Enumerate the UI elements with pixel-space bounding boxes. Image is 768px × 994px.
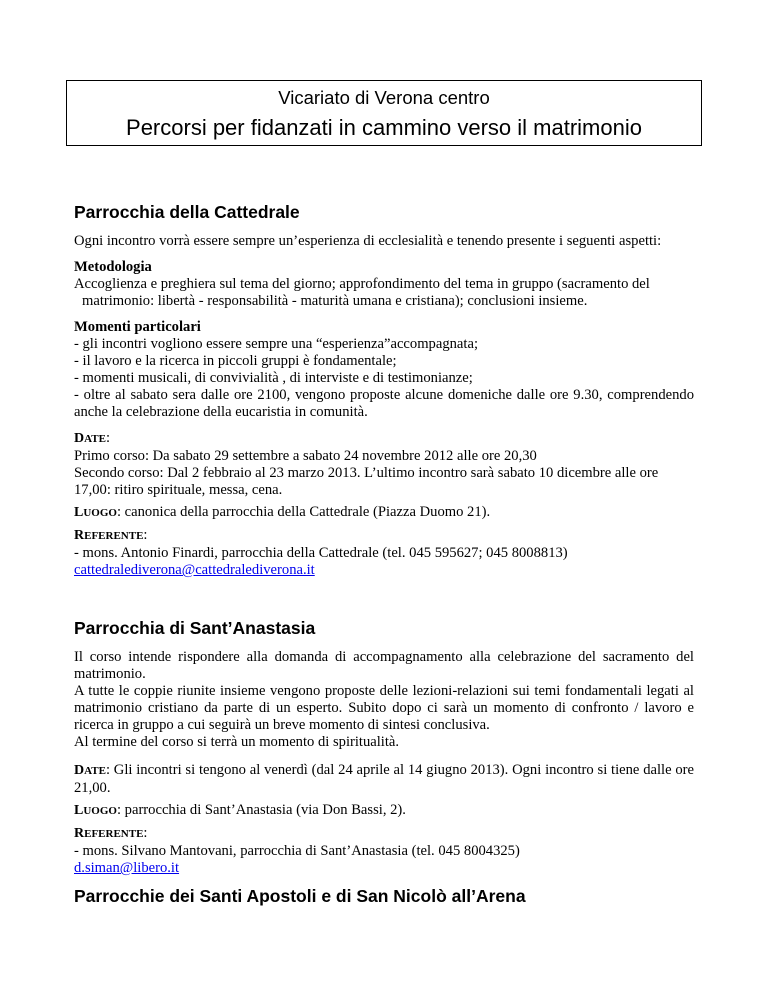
page-title-vicariato: Vicariato di Verona centro (278, 87, 490, 108)
list-item: - il lavoro e la ricerca in piccoli gruppi è fondamentale; (74, 353, 397, 369)
title-box (66, 80, 702, 146)
date-line: Primo corso: Da sabato 29 settembre a sabato 24 novembre 2012 alle ore 20,30 (74, 448, 537, 464)
metodologia-line: matrimonio: libertà - responsabilità - maturità umana e cristiana); conclusioni insieme. (82, 293, 588, 309)
section-heading: Parrocchie dei Santi Apostoli e di San Nicolò all’Arena (74, 886, 526, 906)
list-item: - oltre al sabato sera dalle ore 2100, vengono proposte alcune domeniche dalle ore 9.30, comprendendo anche la celebrazione della eucaristia in comunità. (74, 387, 694, 420)
section-santi-apostoli (74, 886, 694, 907)
referente-line: - mons. Silvano Mantovani, parrocchia di Sant’Anastasia (tel. 045 8004325) (74, 843, 520, 859)
section-heading: Parrocchia della Cattedrale (74, 202, 300, 222)
metodologia-line: Accoglienza e preghiera sul tema del giorno; approfondimento del tema in gruppo (sacramento del (74, 276, 650, 292)
referente-line: - mons. Antonio Finardi, parrocchia della Cattedrale (tel. 045 595627; 045 8008813) (74, 545, 568, 561)
luogo-line: LUOGO: parrocchia di Sant’Anastasia (via Don Bassi, 2). (74, 802, 406, 818)
luogo-line: LUOGO: canonica della parrocchia della Cattedrale (Piazza Duomo 21). (74, 504, 491, 520)
list-item: - gli incontri vogliono essere sempre una “esperienza”accompagnata; (74, 336, 478, 352)
date-line: DATE: Gli incontri si tengono al venerdì (dal 24 aprile al 14 giugno 2013). Ogni incontro si tiene dalle ore 21,00. (74, 762, 694, 796)
list-item: - momenti musicali, di convivialità , di interviste e di testimonianze; (74, 370, 473, 386)
paragraph: Il corso intende rispondere alla domanda di accompagnamento alla celebrazione del sacramento del matrimonio. (74, 649, 694, 682)
section-heading: Parrocchia di Sant’Anastasia (74, 618, 316, 638)
intro-paragraph: Ogni incontro vorrà essere sempre un’esperienza di ecclesialità e tenendo presente i seguenti aspetti: (74, 233, 662, 249)
section-santanastasia (74, 618, 694, 877)
momenti-title: Momenti particolari (74, 319, 201, 335)
page-title-percorsi: Percorsi per fidanzati in cammino verso il matrimonio (126, 115, 642, 140)
email-link[interactable]: cattedralediverona@cattedralediverona.it (74, 562, 315, 578)
referente-label: REFERENTE: (74, 527, 148, 543)
section-cattedrale (74, 202, 694, 579)
date-label: DATE: (74, 430, 110, 446)
paragraph: Al termine del corso si terrà un momento di spiritualità. (74, 734, 400, 750)
paragraph: A tutte le coppie riunite insieme vengono proposte delle lezioni-relazioni sui temi fondamentali legati al matrimonio cristiano da parte di un esperto. Subito dopo ci sarà un momento di confronto / lavoro e ricerca in gruppo a cui seguirà un breve momento di sintesi conclusiva. (74, 683, 694, 733)
referente-label: REFERENTE: (74, 825, 148, 841)
email-link[interactable]: d.siman@libero.it (74, 860, 180, 876)
metodologia-title: Metodologia (74, 259, 152, 275)
date-line: Secondo corso: Dal 2 febbraio al 23 marzo 2013. L’ultimo incontro sarà sabato 10 dicembre alle ore 17,00: ritiro spirituale, messa, cena. (74, 465, 659, 498)
